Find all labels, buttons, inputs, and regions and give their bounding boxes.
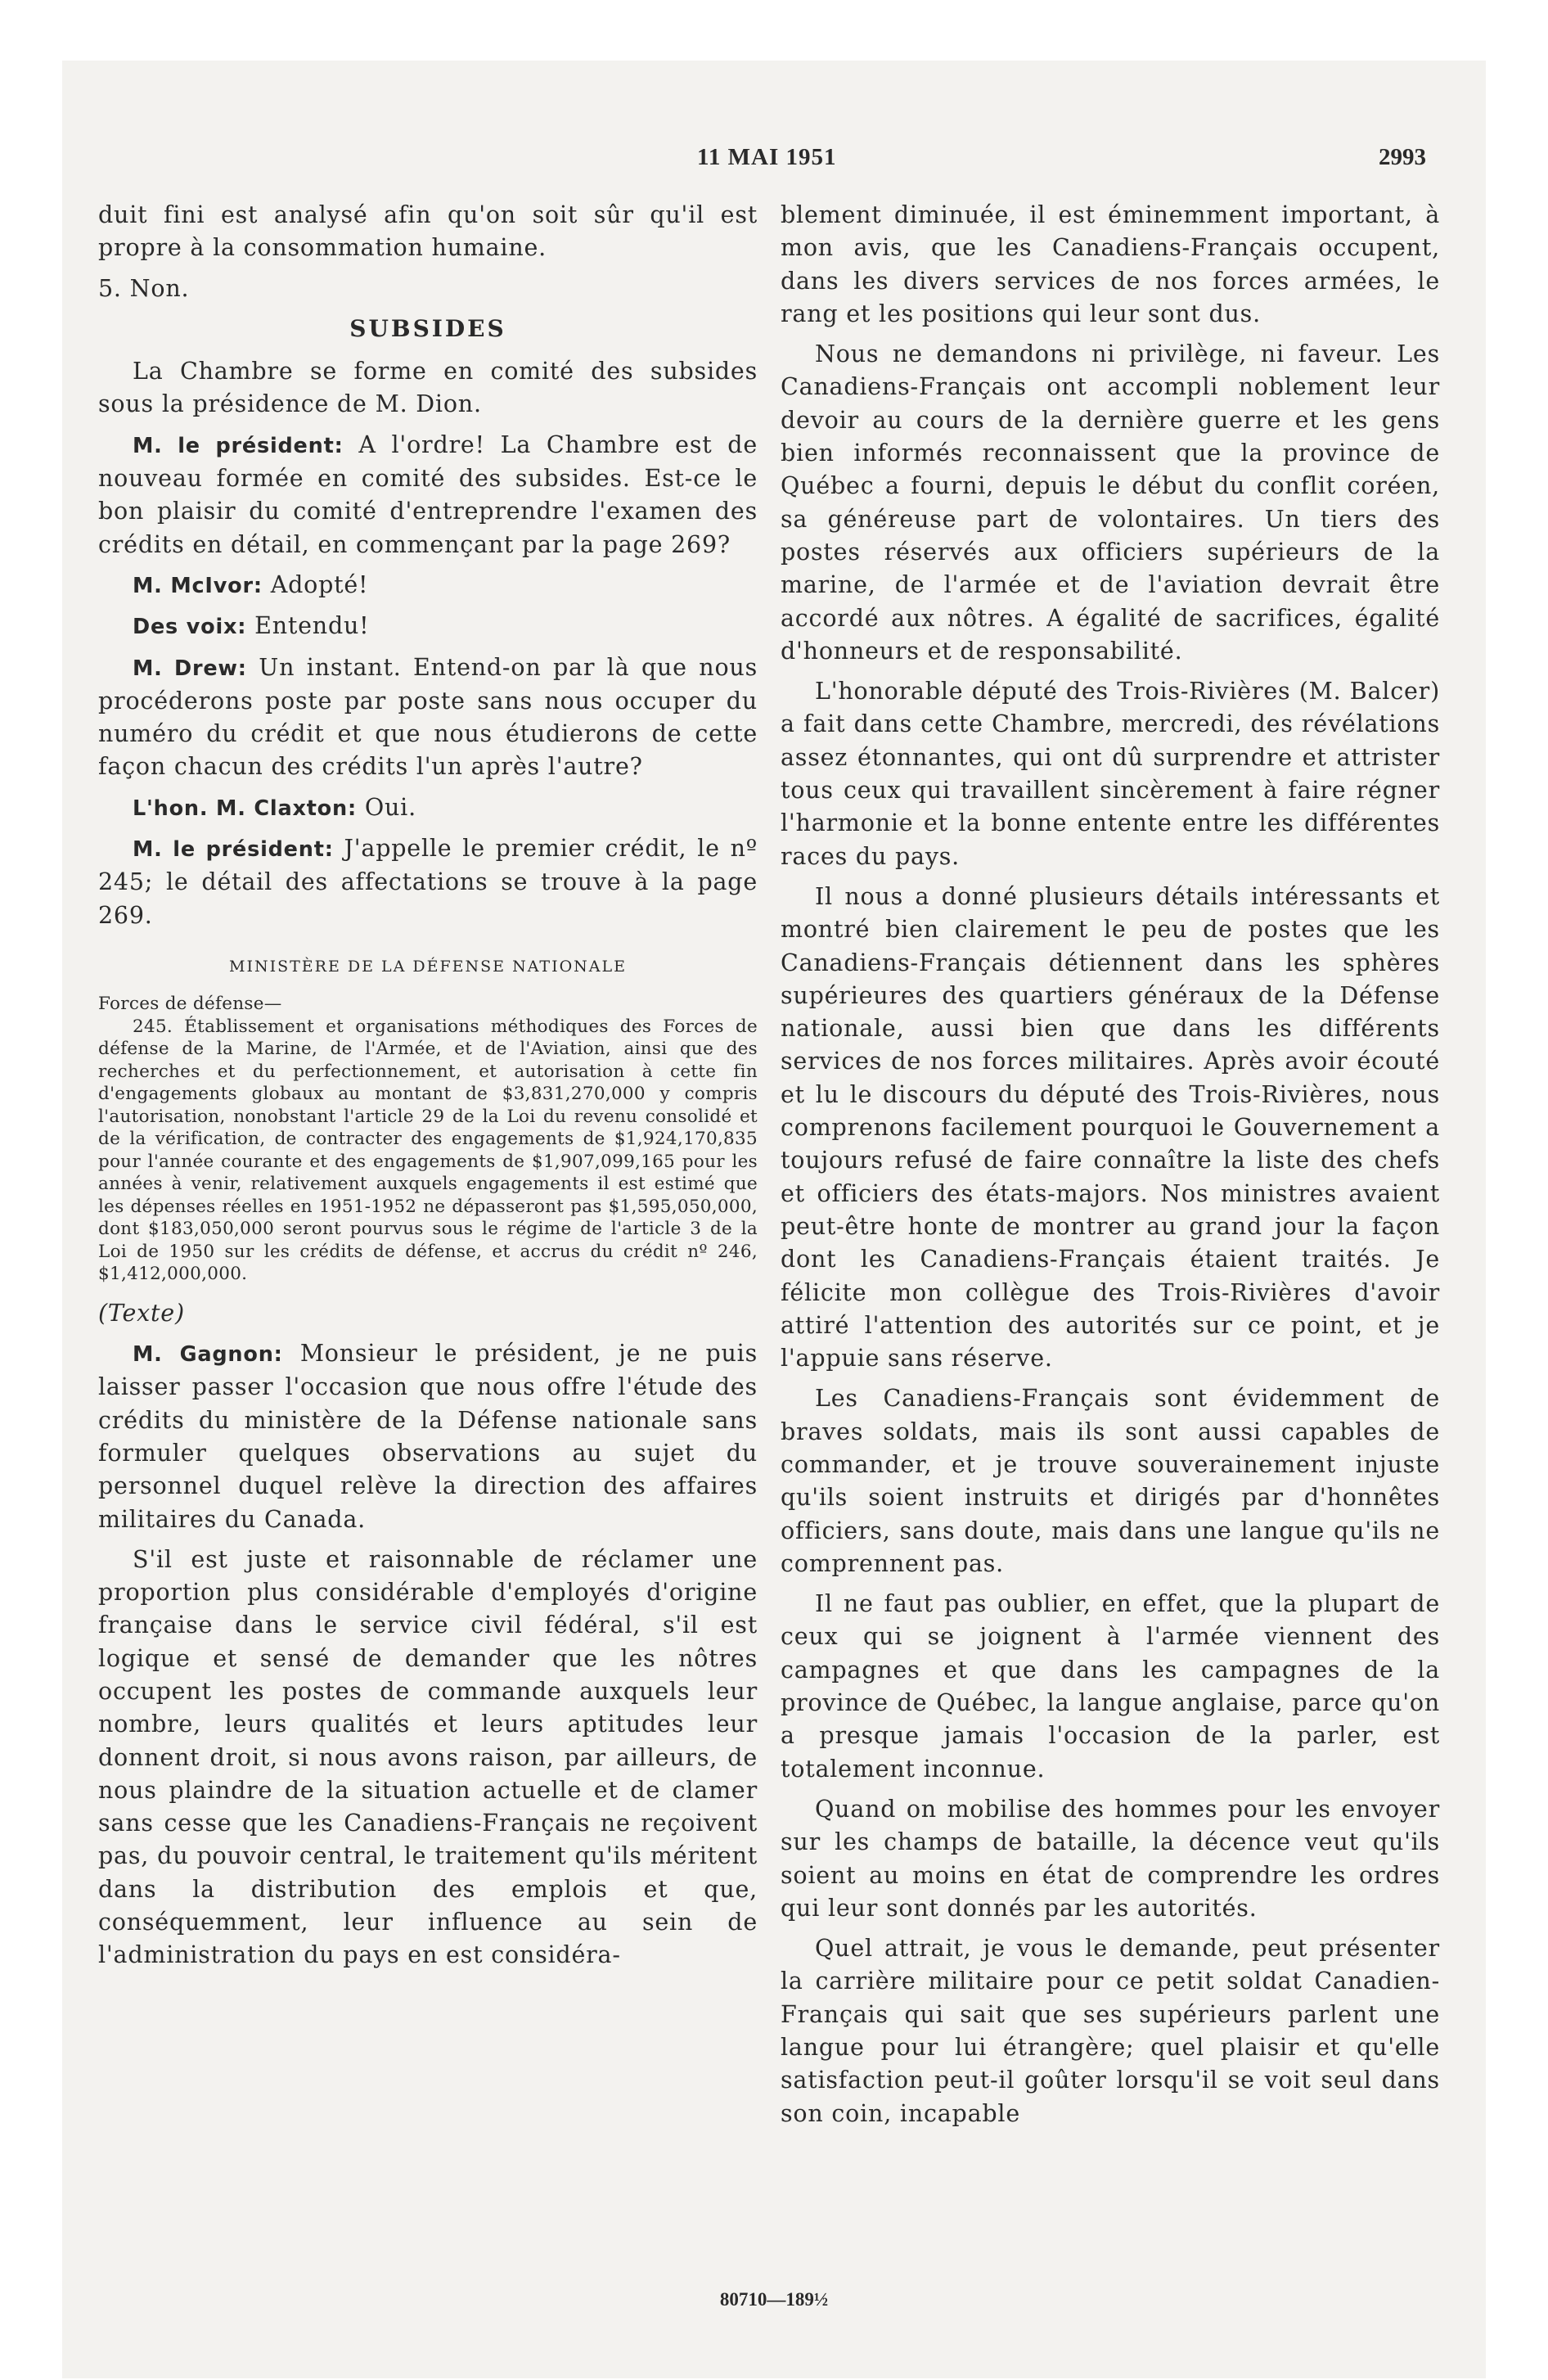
speech	[98, 610, 758, 643]
vote-category: Forces de défense—	[98, 994, 282, 1015]
speaker-name: M. Drew:	[133, 656, 247, 681]
paragraph: Il ne faut pas oublier, en effet, que la plupart de ceux qui se joignent à l'armée viennent des campagnes et que dans les campagnes de la province de Québec, la langue anglaise, parce qu'on a presque jamais l'occasion de la parler, est totalement inconnue.	[781, 1590, 1440, 1783]
speech-text: Entendu!	[254, 612, 370, 640]
paragraph: S'il est juste et raisonnable de réclamer une proportion plus considérable d'employés d'origine française dans le service civil fédéral, s'il est logique et sensé de demander que les nôtres occupent les postes de commande auxquels leur nombre, leurs qualités et leurs aptitudes leur donnent droit, si nous avons raison, par ailleurs, de nous plaindre de la situation actuelle et de clamer sans cesse que les Canadiens-Français ne reçoivent pas, du pouvoir central, le traitement qu'ils méritent dans la distribution des emplois et que, conséquemment, leur influence au sein de l'administration du pays en est considéra-	[98, 1545, 758, 1969]
paragraph: Il nous a donné plusieurs détails intéressants et montré bien clairement le peu de postes que les Canadiens-Français détiennent dans les sphères supérieures des quartiers généraux de la Défense nationale, aussi bien que dans les différents services de nos forces militaires. Après avoir écouté et lu le discours du député des Trois-Rivières, nous comprenons facilement pourquoi le Gouvernement a toujours refusé de faire connaître la liste des chefs et officiers des états-majors. Nos ministres avaient peut-être honte de montrer au grand jour la façon dont les Canadiens-Français étaient traités. Je félicite mon collègue des Trois-Rivières d'avoir attiré l'attention des autorités sur ce point, et je l'appuie sans réserve.	[781, 882, 1440, 1373]
paragraph: La Chambre se forme en comité des subsides sous la présidence de M. Dion.	[98, 358, 758, 418]
speech	[98, 651, 758, 784]
speaker-name: M. Gagnon:	[133, 1342, 283, 1368]
right-column	[781, 199, 1440, 2130]
speech-text: Un instant. Entend-on par là que nous procéderons poste par poste sans nous occuper du numéro du crédit et que nous étudierons de cette façon chacun des crédits l'un après l'autre?	[98, 653, 758, 781]
speaker-name: Des voix:	[133, 615, 247, 640]
paragraph: 5. Non.	[98, 274, 190, 302]
speech	[98, 569, 758, 602]
paragraph: Quand on mobilise des hommes pour les envoyer sur les champs de bataille, la décence veut qu'ils soient au moins en état de comprendre les ordres qui leur sont donnés par les autorités.	[781, 1795, 1440, 1922]
speaker-name: L'hon. M. Claxton:	[133, 796, 357, 821]
speech	[98, 1337, 758, 1536]
ministry-heading: MINISTÈRE DE LA DÉFENSE NATIONALE	[229, 957, 627, 976]
speech	[98, 429, 758, 561]
paragraph: blement diminuée, il est éminemment important, à mon avis, que les Canadiens-Français occupent, dans les divers services de nos forces armées, le rang et les positions qui leur sont dus.	[781, 201, 1440, 327]
speech	[98, 791, 758, 825]
left-column	[98, 199, 758, 1972]
vote-text: 245. Établissement et organisations méthodiques des Forces de défense de la Marine, de l'Armée, et de l'Aviation, ainsi que des recherches et du perfectionnement, et autorisation à cette fin d'engagements globaux au montant de $3,831,270,000 y compris l'autorisation, nonobstant l'article 29 de la Loi du revenu consolidé et de la vérification, de contracter des engagements de $1,924,170,835 pour l'année courante et des engagements de $1,907,099,165 pour les années à venir, relativement auxquels engagements il est estimé que les dépenses réelles en 1951-1952 ne dépasseront pas $1,595,050,000, dont $183,050,000 seront pourvus sous le régime de l'article 3 de la Loi de 1950 sur les crédits de défense, et accrus du crédit nº 246, $1,412,000,000.	[98, 1016, 758, 1285]
section-heading: SUBSIDES	[349, 314, 506, 342]
speech	[98, 832, 758, 932]
paragraph: Nous ne demandons ni privilège, ni faveur. Les Canadiens-Français ont accompli noblement leur devoir au cours de la dernière guerre et les gens bien informés reconnaissent que la province de Québec a fourni, depuis le début du conflit coréen, sa généreuse part de volontaires. Un tiers des postes réservés aux officiers supérieurs de la marine, de l'armée et de l'aviation devrait être accordé aux nôtres. A égalité de sacrifices, égalité d'honneurs et de responsabilité.	[781, 340, 1440, 665]
paragraph: Les Canadiens-Français sont évidemment de braves soldats, mais ils sont aussi capables de commander, et je trouve souverainement injuste qu'ils soient instruits et dirigés par d'honnêtes officiers, sans doute, mais dans une langue qu'ils ne comprennent pas.	[781, 1385, 1440, 1577]
print-code: 80710—189½	[719, 2289, 829, 2310]
speaker-name: M. le président:	[133, 837, 334, 863]
speech-text: Monsieur le président, je ne puis laisser passer l'occasion que nous offre l'étude des crédits du ministère de la Défense nationale sans formuler quelques observations au sujet du personnel duquel relève la direction des affaires militaires du Canada.	[98, 1340, 758, 1533]
paragraph: L'honorable député des Trois-Rivières (M. Balcer) a fait dans cette Chambre, mercredi, des révélations assez étonnantes, qui ont dû surprendre et attrister tous ceux qui travaillent sincèrement à faire régner l'harmonie et la bonne entente entre les différentes races du pays.	[781, 678, 1440, 870]
speech-text: Oui.	[364, 793, 416, 821]
page-number: 2993	[1379, 144, 1426, 170]
paragraph: duit fini est analysé afin qu'on soit sûr qu'il est propre à la consommation humaine.	[98, 201, 758, 262]
texte-label: (Texte)	[98, 1299, 185, 1327]
speaker-name: M. le président:	[133, 433, 344, 458]
speaker-name: M. McIvor:	[133, 573, 263, 598]
vote-block	[98, 993, 758, 1286]
page-date: 11 MAI 1951	[697, 144, 837, 170]
paragraph: Quel attrait, je vous le demande, peut présenter la carrière militaire pour ce petit soldat Canadien-Français qui sait que ses supérieurs parlent une langue pour lui étrangère; quel plaisir et qu'elle satisfaction peut-il goûter lorsqu'il se voit seul dans son coin, incapable	[781, 1935, 1440, 2127]
speech-text: Adopté!	[270, 570, 369, 598]
speech-text: A l'ordre! La Chambre est de nouveau formée en comité des subsides. Est-ce le bon plaisir du comité d'entreprendre l'examen des crédits en détail, en commençant par la page 269?	[98, 430, 758, 558]
speech-text: J'appelle le premier crédit, le nº 245; le détail des affectations se trouve à la page 269.	[98, 835, 758, 929]
